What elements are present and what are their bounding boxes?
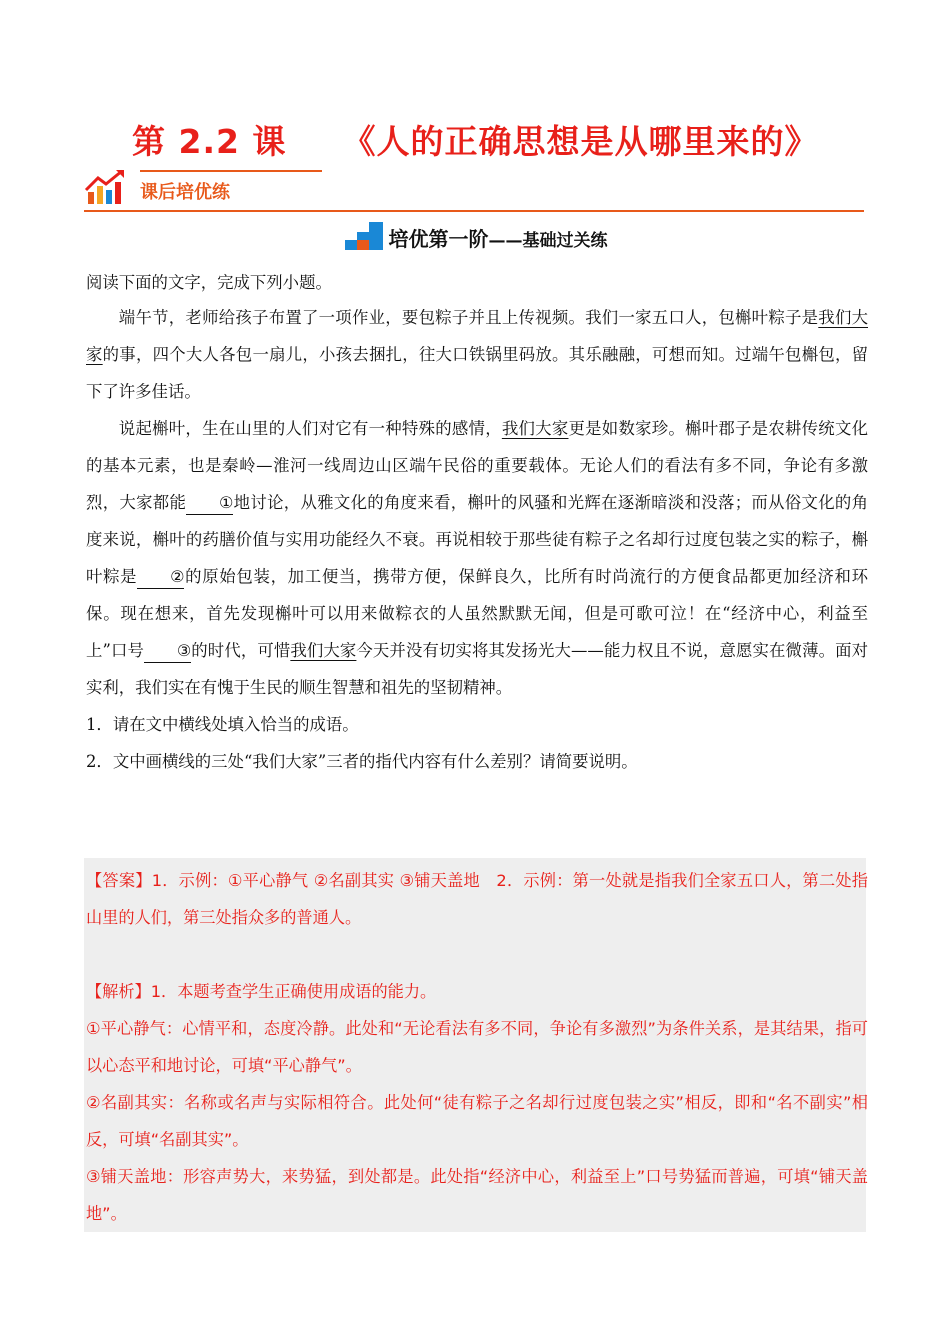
analysis-item-2: ②名副其实：名称或名声与实际相符合。此处何“徒有粽子之名却行过度包装之实”相反，即和“名不副实”相反，可填“名副其实”。 [86, 1093, 868, 1149]
section-header [84, 162, 864, 214]
para2-text-d: 的原始包装，加工便当，携带方便，保鲜良久，比所有时尚流行的方便食品都更加经济和环保。现在想来，首先发现槲叶可以用来做粽衣的人虽然默默无闻，但是可歌可泣！在“经济中心，利益至上”口号 [86, 567, 869, 660]
analysis-item-1: ①平心静气：心情平和，态度冷静。此处和“无论看法有多不同，争论有多激烈”为条件关系，是其结果，指可以心态平和地讨论，可填“平心静气”。 [86, 1019, 868, 1075]
para2-text-e: 的时代，可惜 [191, 641, 291, 660]
para2-text-b: 更是如数家珍。槲叶郡子是农耕传统文化的基本元素，也是秦岭—淮河一线周边山区端午民俗的重要载体。无论人们的看法有多不同，争论有多激烈，大家都能 [86, 419, 869, 512]
para2-text-f: 今天并没有切实将其发扬光大——能力权且不说，意愿实在微薄。面对实利，我们实在有愧于生民的顺生智慧和祖先的坚韧精神。 [86, 641, 868, 697]
para2-text-c: 地讨论，从雅文化的角度来看，槲叶的风骚和光辉在逐渐暗淡和没落；而从俗文化的角度来说，槲叶的药膳价值与实用功能经久不衰。再说相较于那些徒有粽子之名却行过度包装之实的粽子，槲叶粽是 [86, 493, 869, 586]
stairs-icon [343, 220, 385, 252]
level-subtitle: ——基础过关练 [488, 231, 608, 251]
blank-3[interactable]: ③ [144, 640, 191, 663]
underlined-phrase-1: 我们大家 [86, 308, 868, 364]
instruction: 阅读下面的文字，完成下列小题。 [86, 273, 332, 292]
analysis-item-3: ③铺天盖地：形容声势大，来势猛，到处都是。此处指“经济中心，利益至上”口号势猛而普遍，可填“铺天盖地”。 [86, 1167, 868, 1223]
underlined-phrase-3: 我们大家 [290, 641, 357, 660]
lesson-number: 第 2.2 课 [132, 122, 287, 161]
page-title [132, 116, 852, 163]
paragraph-2 [86, 410, 868, 706]
growth-chart-icon [84, 168, 130, 208]
analysis-intro: 【解析】1．本题考查学生正确使用成语的能力。 [86, 982, 437, 1001]
paragraph-1 [86, 299, 868, 410]
passage [86, 264, 868, 780]
para2-text-a: 说起槲叶，生在山里的人们对它有一种特殊的感情， [118, 419, 502, 438]
blank-2[interactable]: ② [137, 566, 184, 589]
section-label: 课后培优练 [140, 182, 230, 203]
level-heading [0, 220, 950, 252]
question-1: 1．请在文中横线处填入恰当的成语。 [86, 715, 359, 734]
answer-line: 【答案】1．示例：①平心静气 ②名副其实 ③铺天盖地 2．示例：第一处就是指我们全家五口人，第二处指山里的人们，第三处指众多的普通人。 [86, 871, 868, 927]
answer-section [86, 862, 868, 1232]
para1-text-a: 端午节，老师给孩子布置了一项作业，要包粽子并且上传视频。我们一家五口人，包槲叶粽子是 [118, 308, 819, 327]
answer-spacer [86, 936, 868, 973]
para1-text-b: 的事，四个大人各包一扇儿，小孩去捆扎，往大口铁锅里码放。其乐融融，可想而知。过端午包槲包，留下了许多佳话。 [86, 345, 869, 401]
blank-1[interactable]: ① [186, 492, 233, 515]
question-2: 2．文中画横线的三处“我们大家”三者的指代内容有什么差别？请简要说明。 [86, 752, 638, 771]
section-divider [84, 210, 864, 212]
level-title: 培优第一阶 [388, 227, 489, 251]
underlined-phrase-2: 我们大家 [501, 419, 569, 438]
book-title: 《人的正确思想是从哪里来的》 [342, 122, 819, 161]
section-underline [140, 170, 322, 172]
